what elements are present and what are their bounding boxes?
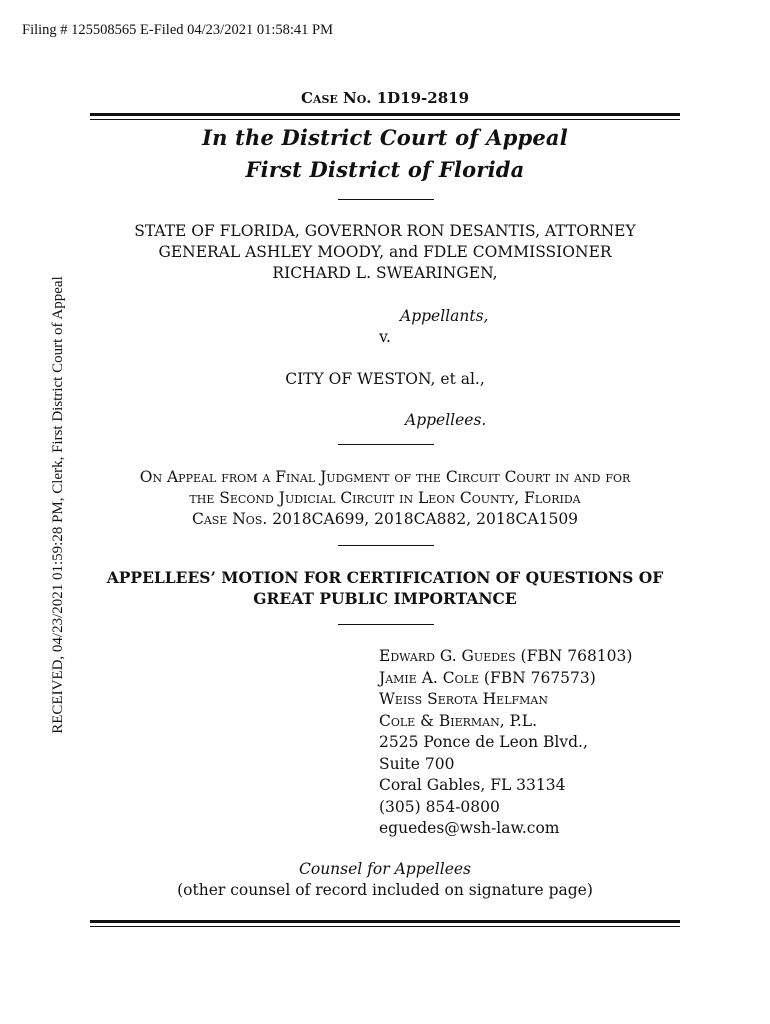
top-rule-thick: [90, 113, 680, 116]
appeal-info-line3: Case Nos. 2018CA699, 2018CA882, 2018CA1509: [191, 510, 579, 528]
top-rule-thin: [90, 119, 680, 120]
bottom-rule-thick: [90, 920, 680, 923]
appeal-info-line1: On Appeal from a Final Judgment of the Circuit Court in and for: [139, 468, 631, 486]
counsel-line: Cole & Bierman, P.L.: [379, 711, 538, 730]
motion-title: [90, 567, 680, 609]
case-number: Case No. 1D19-2819: [300, 89, 470, 107]
counsel-line: 2525 Ponce de Leon Blvd.,: [379, 733, 588, 751]
appellants-label: Appellants,: [400, 307, 489, 325]
counsel-line: Coral Gables, FL 33134: [379, 776, 566, 794]
counsel-email: eguedes@wsh-law.com: [379, 819, 560, 837]
other-counsel-note: (other counsel of record included on signature page): [177, 881, 593, 899]
appellants-line2: GENERAL ASHLEY MOODY, and FDLE COMMISSIONER: [158, 243, 612, 261]
appeal-info-line2: the Second Judicial Circuit in Leon County, Florida: [189, 489, 581, 507]
versus: v.: [379, 328, 391, 346]
appellees-label: Appellees.: [405, 411, 487, 429]
appeal-info: [90, 467, 680, 530]
counsel-for: Counsel for Appellees: [299, 860, 471, 878]
separator-line: [338, 624, 434, 625]
separator-line: [338, 444, 434, 445]
court-name-line2: First District of Florida: [245, 157, 525, 182]
appellees-names: CITY OF WESTON, et al.,: [285, 370, 485, 388]
motion-title-line1: APPELLEES’ MOTION FOR CERTIFICATION OF QUESTIONS OF: [106, 568, 664, 587]
appellants-names: [90, 221, 680, 284]
separator-line: [338, 199, 434, 200]
counsel-line: (305) 854-0800: [379, 797, 500, 816]
appellants-line3: RICHARD L. SWEARINGEN,: [272, 264, 498, 282]
bottom-rule-thin: [90, 926, 680, 927]
counsel-line: Edward G. Guedes (FBN 768103): [379, 647, 633, 665]
counsel-line: Jamie A. Cole (FBN 767573): [379, 668, 596, 687]
counsel-block: [379, 646, 632, 840]
motion-title-line2: GREAT PUBLIC IMPORTANCE: [253, 589, 517, 608]
counsel-line: Suite 700: [379, 754, 455, 773]
separator-line: [338, 545, 434, 546]
counsel-line: Weiss Serota Helfman: [379, 690, 548, 708]
appellants-line1: STATE OF FLORIDA, GOVERNOR RON DESANTIS, ATTORNEY: [134, 222, 636, 240]
filing-header: Filing # 125508565 E-Filed 04/23/2021 01:58:41 PM: [22, 22, 333, 38]
received-stamp: RECEIVED, 04/23/2021 01:59:28 PM, Clerk, First District Court of Appeal: [50, 276, 66, 734]
court-name-line1: In the District Court of Appeal: [202, 125, 568, 150]
